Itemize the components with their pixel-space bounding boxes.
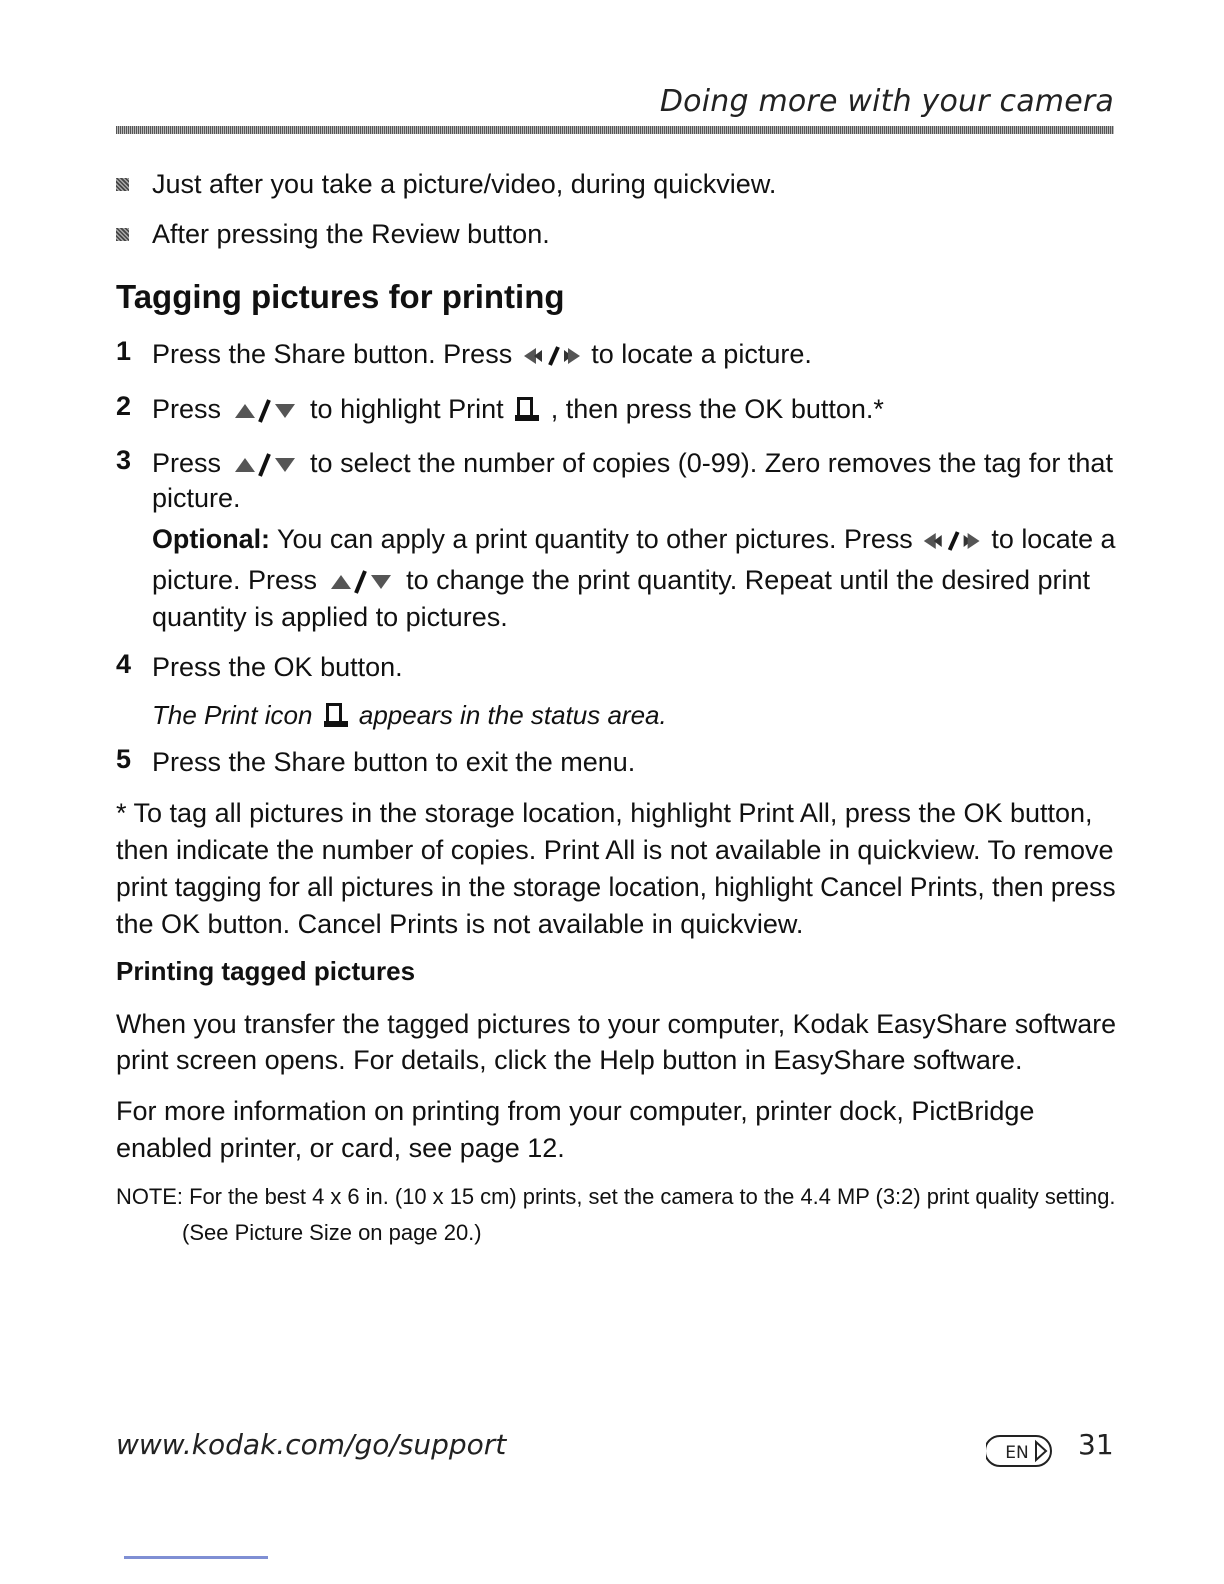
step-number: 1 [116, 336, 132, 366]
optional-text: picture. Press [152, 565, 325, 595]
subsection-heading: Printing tagged pictures [116, 956, 416, 986]
optional-line-1 [152, 521, 1116, 557]
print-icon [324, 702, 348, 728]
step-text: to select the number of copies (0-99). Zero removes the tag for that [310, 448, 1113, 478]
optional-text: to locate a [991, 524, 1116, 554]
footer-url: www.kodak.com/go/support [116, 1428, 507, 1461]
optional-line-3: quantity is applied to pictures. [152, 602, 508, 632]
optional-label: Optional: [152, 524, 270, 554]
step-text: to highlight Print [310, 394, 512, 424]
language-badge-icon [986, 1434, 1052, 1468]
up-down-arrows-icon [229, 452, 303, 478]
language-badge-text: EN [1005, 1443, 1029, 1463]
step-3-text [152, 445, 1113, 481]
page-number: 31 [1078, 1428, 1114, 1461]
step-4-text: Press the OK button. [152, 652, 403, 682]
note-line-1 [116, 1180, 1116, 1214]
step-text: Press [152, 394, 229, 424]
step-number: 5 [116, 744, 132, 774]
bullet-square-icon [116, 178, 129, 191]
step-number: 3 [116, 445, 132, 475]
optional-text: to change the print quantity. Repeat until the desired print [406, 565, 1091, 595]
step-1-text [152, 336, 812, 372]
paragraph-line: When you transfer the tagged pictures to your computer, Kodak EasyShare software [116, 1009, 1117, 1039]
step-text: Press [152, 448, 229, 478]
note-line-2: (See Picture Size on page 20.) [182, 1220, 482, 1245]
up-down-arrows-icon [229, 398, 303, 424]
step-3-text-cont: picture. [152, 483, 241, 513]
bullet-square-icon [116, 228, 129, 241]
status-note-text: The Print icon [152, 700, 320, 730]
footnote-line: then indicate the number of copies. Print All is not available in quickview. To remove [116, 835, 1114, 865]
footnote-line: * To tag all pictures in the storage location, highlight Print All, press the OK button, [116, 798, 1093, 828]
footnote-line: print tagging for all pictures in the storage location, highlight Cancel Prints, then press [116, 872, 1116, 902]
section-heading: Tagging pictures for printing [116, 278, 565, 315]
optional-line-2 [152, 562, 1090, 598]
left-right-arrows-icon [520, 345, 584, 367]
paragraph-line: print screen opens. For details, click the Help button in EasyShare software. [116, 1045, 1023, 1075]
step-2-text [152, 391, 884, 427]
left-right-arrows-icon [920, 530, 984, 552]
up-down-arrows-icon [325, 569, 399, 595]
step-text: , then press the OK button.* [550, 394, 884, 424]
paragraph-line: For more information on printing from your computer, printer dock, PictBridge [116, 1096, 1035, 1126]
paragraph-line: enabled printer, or card, see page 12. [116, 1133, 565, 1163]
bottom-rule [124, 1556, 268, 1559]
status-note-text: appears in the status area. [351, 700, 667, 730]
step-number: 2 [116, 391, 132, 421]
page-header-title: Doing more with your camera [659, 84, 1114, 119]
step-5-text: Press the Share button to exit the menu. [152, 747, 636, 777]
header-rule [116, 126, 1114, 134]
bullet-item: Just after you take a picture/video, during quickview. [152, 169, 777, 199]
step-text: Press the Share button. Press [152, 339, 520, 369]
footnote-line: the OK button. Cancel Prints is not available in quickview. [116, 909, 804, 939]
step-number: 4 [116, 649, 132, 679]
note-text: For the best 4 x 6 in. (10 x 15 cm) prints, set the camera to the 4.4 MP (3:2) print quality setting. [189, 1184, 1116, 1209]
print-icon [515, 396, 539, 422]
step-text: to locate a picture. [591, 339, 812, 369]
optional-text: You can apply a print quantity to other pictures. Press [269, 524, 921, 554]
bullet-item: After pressing the Review button. [152, 219, 550, 249]
status-note [152, 697, 667, 733]
note-label: NOTE: [116, 1184, 183, 1209]
